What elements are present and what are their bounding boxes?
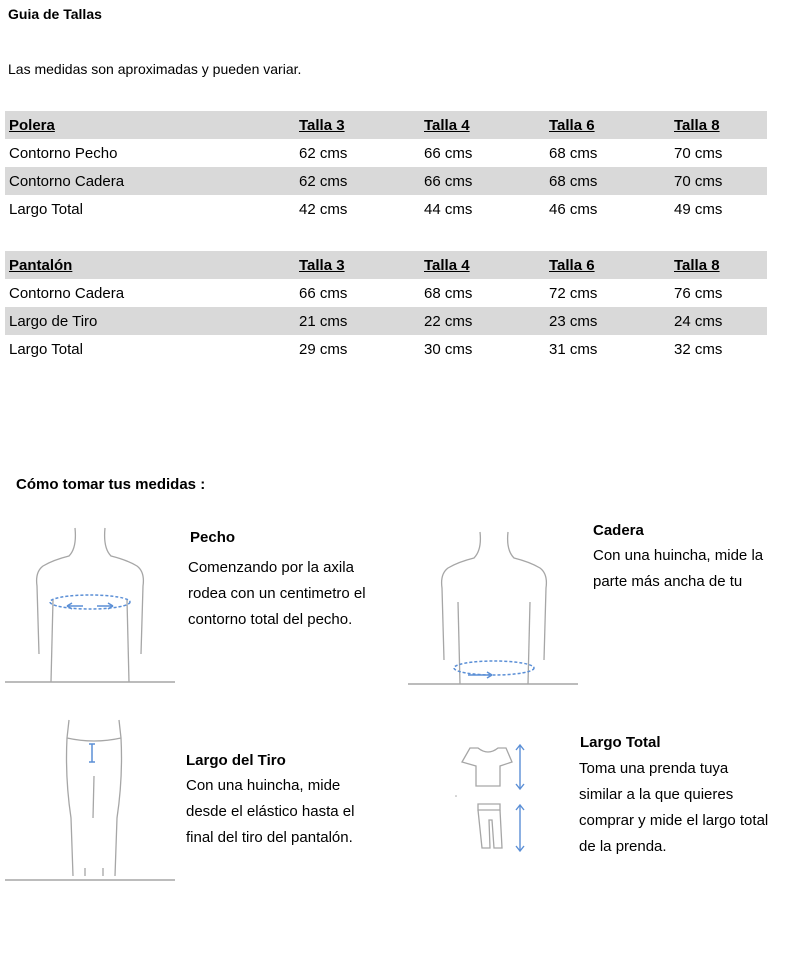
table-cell: 23 cms	[545, 307, 670, 335]
pecho-description	[188, 555, 366, 633]
pecho-title: Pecho	[190, 529, 236, 546]
garment-length-icon	[452, 740, 532, 858]
table-cell: 46 cms	[549, 200, 598, 218]
total-title: Largo Total	[580, 734, 661, 751]
pantalon-size-table	[5, 251, 767, 363]
table-cell: 42 cms	[299, 200, 348, 218]
table-cell: 24 cms	[670, 307, 767, 335]
table-row	[5, 279, 767, 307]
table-header-cell: Talla 4	[420, 251, 545, 279]
table-row	[5, 139, 767, 167]
table-header-cell: Talla 6	[545, 111, 670, 139]
total-description	[579, 756, 768, 860]
table-header-row	[5, 111, 767, 139]
table-header-cell: Talla 3	[295, 251, 420, 279]
table-header-cell: Talla 8	[670, 111, 767, 139]
table-header-cell: Pantalón	[5, 251, 295, 279]
table-cell: 66 cms	[420, 167, 545, 195]
description-line: de la prenda.	[579, 838, 667, 855]
table-cell: 21 cms	[295, 307, 420, 335]
table-header-cell: Talla 3	[295, 111, 420, 139]
legs-rise-icon	[5, 718, 177, 884]
description-line: Comenzando por la axila	[188, 559, 354, 576]
tiro-title: Largo del Tiro	[186, 752, 286, 769]
cadera-title: Cadera	[593, 522, 644, 539]
table-cell: 66 cms	[299, 284, 348, 302]
description-line: comprar y mide el largo total	[579, 812, 769, 829]
table-header-cell: Talla 4	[420, 111, 545, 139]
table-row	[5, 167, 767, 195]
table-cell: 68 cms	[424, 284, 473, 302]
table-cell: 62 cms	[295, 167, 420, 195]
description-line: similar a la que quieres	[579, 786, 734, 803]
description-line: desde el elástico hasta el	[186, 803, 355, 820]
table-cell: 22 cms	[420, 307, 545, 335]
page-title: Guia de Tallas	[8, 6, 102, 22]
description-line: final del tiro del pantalón.	[186, 829, 353, 846]
table-cell: 70 cms	[670, 167, 767, 195]
table-header-row	[5, 251, 767, 279]
cadera-description	[593, 543, 763, 595]
table-cell: 32 cms	[674, 340, 723, 358]
table-cell: 72 cms	[549, 284, 598, 302]
description-line: parte más ancha de tu	[593, 573, 743, 590]
table-cell: Largo Total	[9, 340, 83, 358]
table-row	[5, 335, 767, 363]
table-cell: 49 cms	[674, 200, 723, 218]
table-cell: Contorno Cadera	[5, 167, 295, 195]
howto-heading: Cómo tomar tus medidas :	[16, 476, 206, 493]
table-header-cell: Polera	[5, 111, 295, 139]
intro-note: Las medidas son aproximadas y pueden variar.	[8, 61, 302, 77]
description-line: Con una huincha, mide	[186, 777, 341, 794]
polera-size-table	[5, 111, 767, 223]
description-line: rodea con un centimetro el	[188, 585, 366, 602]
table-cell: Largo Total	[9, 200, 83, 218]
table-cell: 62 cms	[299, 144, 348, 162]
table-cell: Largo de Tiro	[5, 307, 295, 335]
table-cell: 68 cms	[549, 144, 598, 162]
table-cell: Contorno Cadera	[9, 284, 125, 302]
table-cell: 31 cms	[549, 340, 598, 358]
table-header-cell: Talla 6	[545, 251, 670, 279]
description-line: Con una huincha, mide la	[593, 547, 764, 564]
table-header-cell: Talla 8	[670, 251, 767, 279]
table-cell: 70 cms	[674, 144, 723, 162]
table-cell: 44 cms	[424, 200, 473, 218]
description-line: Toma una prenda tuya	[579, 760, 729, 777]
table-cell: Contorno Pecho	[9, 144, 118, 162]
tiro-description	[186, 773, 354, 851]
description-line: contorno total del pecho.	[188, 611, 353, 628]
table-cell: 68 cms	[545, 167, 670, 195]
table-row	[5, 307, 767, 335]
table-row	[5, 195, 767, 223]
table-cell: 29 cms	[299, 340, 348, 358]
torso-hip-icon	[408, 528, 580, 690]
table-cell: 76 cms	[674, 284, 723, 302]
table-cell: 30 cms	[424, 340, 473, 358]
torso-chest-icon	[5, 522, 177, 688]
table-cell: 66 cms	[424, 144, 473, 162]
